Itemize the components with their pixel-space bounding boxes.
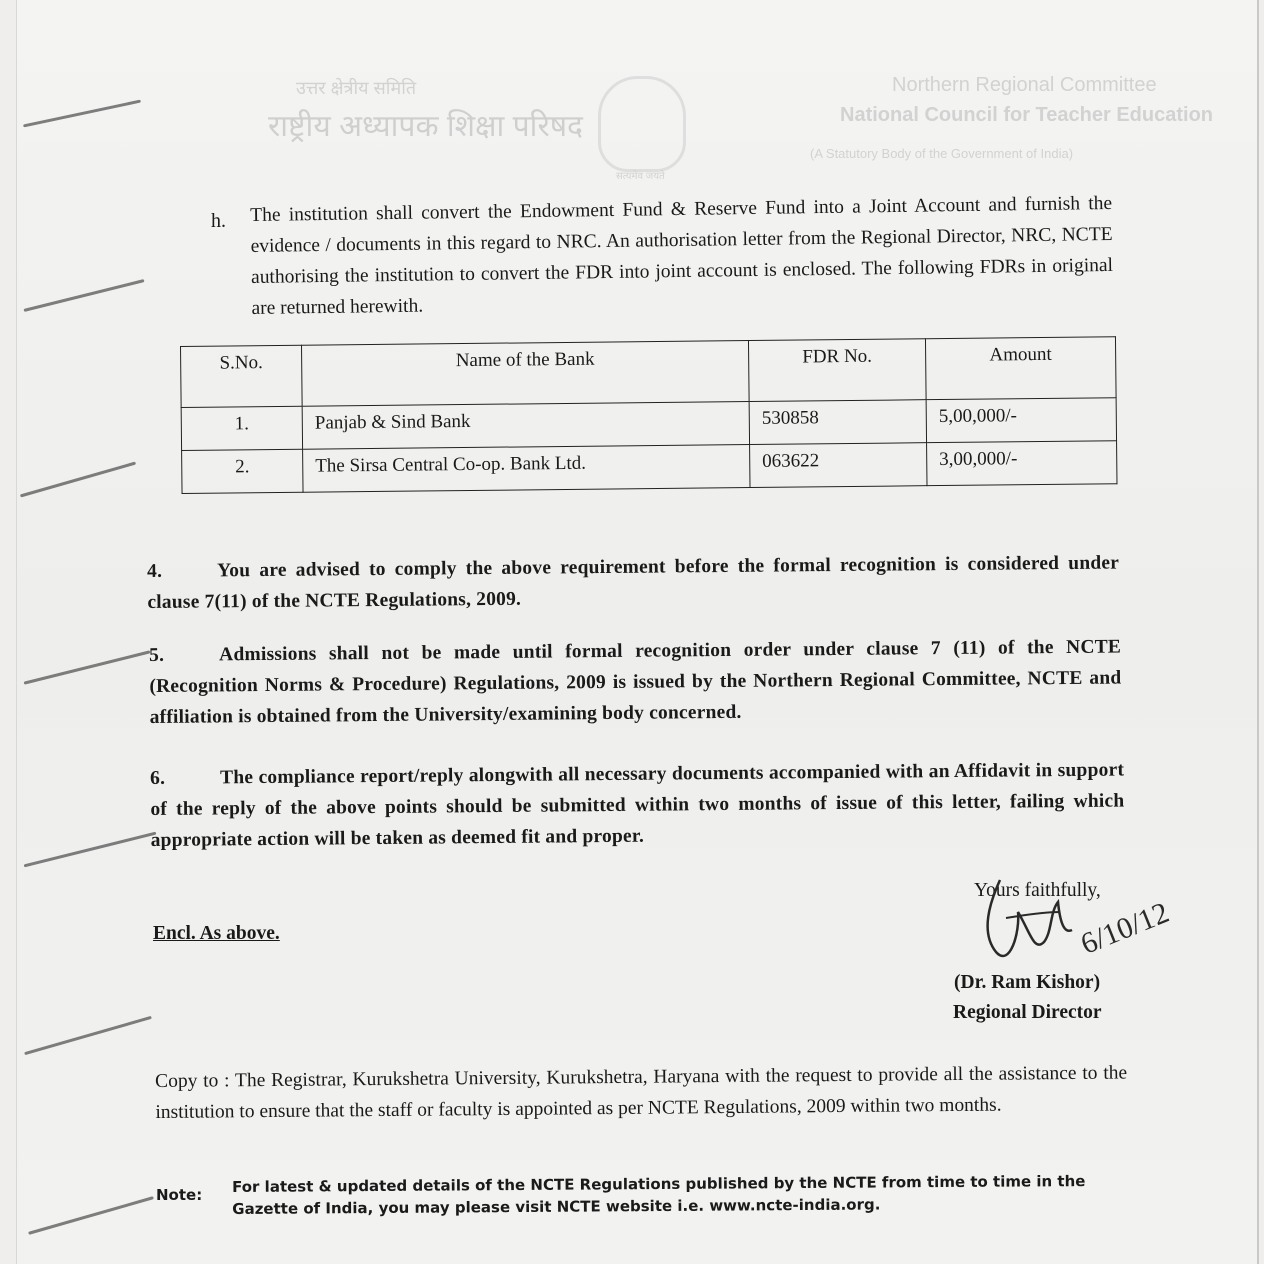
cell-bank: Panjab & Sind Bank — [302, 402, 749, 450]
signature-image — [960, 872, 1180, 982]
cell-amount: 3,00,000/- — [927, 441, 1117, 486]
bleed-en-main: National Council for Teacher Education — [840, 104, 1214, 126]
col-header-amount: Amount — [925, 337, 1116, 400]
table-row — [182, 441, 1117, 494]
signature-date: 6/10/12 — [1076, 895, 1174, 961]
signatory-name: (Dr. Ram Kishor) — [954, 972, 1101, 993]
col-header-fdr: FDR No. — [748, 339, 926, 402]
yours-faithfully: Yours faithfully, — [974, 880, 1101, 901]
point-6 — [150, 755, 1125, 856]
point-number: 5. — [149, 644, 165, 666]
point-text: You are advised to comply the above requirement before the formal recognition is considered under clause 7(11) of the NCTE Regulations, 2009. — [147, 552, 1120, 613]
bleed-hindi-top: उत्तर क्षेत्रीय समिति — [296, 78, 417, 98]
cell-sno: 2. — [182, 449, 303, 493]
point-text: Admissions shall not be made until formal recognition order under clause 7 (11) of the NCTE (Recognition Norms & Procedure) Regulations, 2009 is issued by the Northern Regional Committee, NCTE and affiliation is obtained from the University/examining body concerned. — [149, 636, 1122, 728]
point-number: 6. — [150, 767, 166, 789]
signatory-designation: Regional Director — [953, 1002, 1102, 1023]
item-h-paragraph: The institution shall convert the Endowment Fund & Reserve Fund into a Joint Account and furnish the evidence / documents in this regard to NRC. An authorisation letter from the Regional Director, NRC, NCTE authorising the institution to convert the FDR into joint account is enclosed. The following FDRs in original are returned herewith. — [250, 192, 1114, 319]
cell-sno: 1. — [181, 406, 302, 450]
emblem-logo — [598, 76, 686, 172]
cell-fdr: 530858 — [749, 400, 926, 445]
cell-bank: The Sirsa Central Co-op. Bank Ltd. — [303, 445, 750, 493]
item-h-letter: h. — [211, 210, 226, 232]
point-number: 4. — [147, 560, 163, 582]
point-4 — [147, 548, 1120, 618]
fdr-table — [180, 336, 1117, 494]
note-label: Note: — [156, 1186, 203, 1204]
bleed-emblem-text: सत्यमेव जयते — [616, 171, 665, 182]
note-text: For latest & updated details of the NCTE Regulations published by the NCTE from time to time in the Gazette of India, you may please visit NCTE website i.e. www.ncte-india.org. — [232, 1172, 1086, 1218]
cell-amount: 5,00,000/- — [926, 398, 1116, 443]
enclosure-line: Encl. As above. — [153, 923, 280, 944]
bleed-en-sub: (A Statutory Body of the Government of India) — [810, 146, 1074, 161]
table-header-row — [181, 337, 1117, 408]
copy-to-paragraph: Copy to : The Registrar, Kurukshetra University, Kurukshetra, Haryana with the request to provide all the assistance to the institution to ensure that the staff or faculty is appointed as per NCTE Regulations, 2009 within two months. — [155, 1062, 1128, 1123]
bleed-hindi-main: राष्ट्रीय अध्यापक शिक्षा परिषद — [268, 110, 583, 143]
cell-fdr: 063622 — [750, 443, 927, 488]
col-header-sno: S.No. — [181, 345, 303, 407]
bleed-en-top: Northern Regional Committee — [892, 74, 1157, 96]
point-5 — [149, 632, 1122, 733]
point-text: The compliance report/reply alongwith all necessary documents accompanied with an Affidavit in support of the reply of the above points should be submitted within two months of issue of this letter, failing which appropriate action will be taken as deemed fit and proper. — [150, 759, 1125, 851]
col-header-bank: Name of the Bank — [301, 341, 749, 407]
